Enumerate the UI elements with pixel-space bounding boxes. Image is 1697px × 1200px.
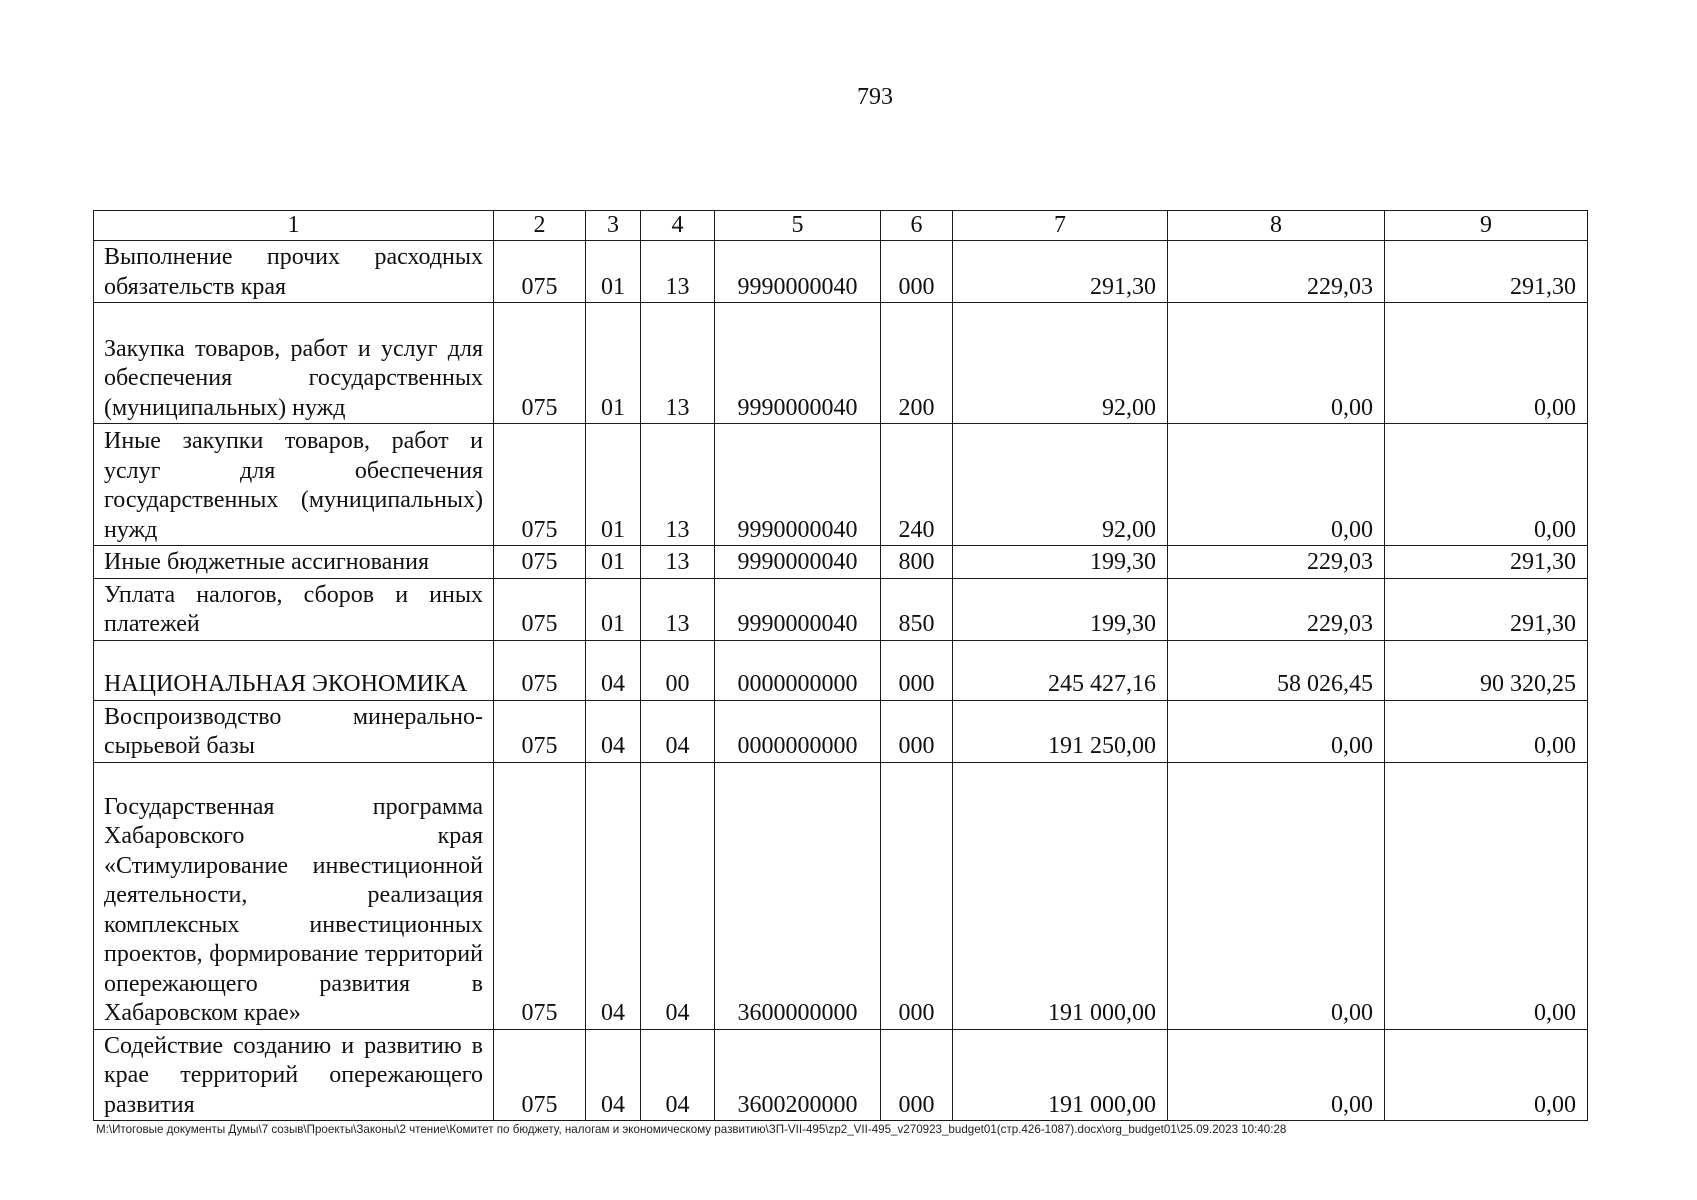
header-cell: 7 xyxy=(953,211,1168,241)
table-row xyxy=(94,241,1588,303)
cell-subsection: 00 xyxy=(641,640,715,700)
row-name: Иные бюджетные ассигнования xyxy=(94,546,494,579)
page-number: 793 xyxy=(857,84,893,110)
cell-amount-col9: 291,30 xyxy=(1385,546,1588,579)
cell-amount-col8: 0,00 xyxy=(1168,1029,1385,1121)
row-name: Уплата налогов, сборов и иных платежей xyxy=(94,578,494,640)
cell-expense-type: 000 xyxy=(881,1029,953,1121)
header-cell: 8 xyxy=(1168,211,1385,241)
cell-ministry-code: 075 xyxy=(494,700,586,762)
cell-section: 01 xyxy=(586,424,641,546)
cell-amount-col7: 92,00 xyxy=(953,303,1168,424)
table-row xyxy=(94,1029,1588,1121)
header-cell: 4 xyxy=(641,211,715,241)
cell-ministry-code: 075 xyxy=(494,578,586,640)
cell-amount-col8: 0,00 xyxy=(1168,303,1385,424)
cell-target-article: 3600200000 xyxy=(715,1029,881,1121)
table-row xyxy=(94,578,1588,640)
row-name: Содействие созданию и развитию в крае территорий опережающего развития xyxy=(94,1029,494,1121)
cell-subsection: 04 xyxy=(641,700,715,762)
table-row xyxy=(94,762,1588,1029)
cell-subsection: 13 xyxy=(641,578,715,640)
cell-amount-col7: 199,30 xyxy=(953,546,1168,579)
cell-amount-col8: 229,03 xyxy=(1168,546,1385,579)
cell-subsection: 13 xyxy=(641,303,715,424)
cell-section: 01 xyxy=(586,546,641,579)
cell-amount-col7: 191 000,00 xyxy=(953,1029,1168,1121)
cell-expense-type: 000 xyxy=(881,762,953,1029)
cell-amount-col8: 58 026,45 xyxy=(1168,640,1385,700)
table-row xyxy=(94,424,1588,546)
cell-amount-col9: 0,00 xyxy=(1385,700,1588,762)
cell-ministry-code: 075 xyxy=(494,640,586,700)
table-row xyxy=(94,546,1588,579)
header-cell: 6 xyxy=(881,211,953,241)
cell-amount-col7: 199,30 xyxy=(953,578,1168,640)
header-cell: 9 xyxy=(1385,211,1588,241)
cell-ministry-code: 075 xyxy=(494,424,586,546)
cell-section: 01 xyxy=(586,241,641,303)
row-name: Иные закупки товаров, работ и услуг для обеспечения государственных (муниципальных) нужд xyxy=(94,424,494,546)
cell-ministry-code: 075 xyxy=(494,1029,586,1121)
header-cell: 5 xyxy=(715,211,881,241)
cell-subsection: 04 xyxy=(641,1029,715,1121)
cell-amount-col7: 191 250,00 xyxy=(953,700,1168,762)
cell-target-article: 3600000000 xyxy=(715,762,881,1029)
cell-expense-type: 850 xyxy=(881,578,953,640)
table-row xyxy=(94,700,1588,762)
cell-subsection: 04 xyxy=(641,762,715,1029)
cell-expense-type: 200 xyxy=(881,303,953,424)
cell-amount-col9: 291,30 xyxy=(1385,578,1588,640)
row-name: Выполнение прочих расходных обязательств края xyxy=(94,241,494,303)
cell-subsection: 13 xyxy=(641,546,715,579)
cell-section: 04 xyxy=(586,762,641,1029)
table-row xyxy=(94,303,1588,424)
cell-section: 01 xyxy=(586,578,641,640)
cell-expense-type: 000 xyxy=(881,241,953,303)
header-cell: 2 xyxy=(494,211,586,241)
cell-amount-col9: 0,00 xyxy=(1385,424,1588,546)
cell-amount-col7: 291,30 xyxy=(953,241,1168,303)
cell-amount-col7: 92,00 xyxy=(953,424,1168,546)
cell-section: 04 xyxy=(586,700,641,762)
cell-amount-col9: 0,00 xyxy=(1385,1029,1588,1121)
cell-amount-col8: 0,00 xyxy=(1168,424,1385,546)
cell-target-article: 9990000040 xyxy=(715,546,881,579)
cell-amount-col9: 90 320,25 xyxy=(1385,640,1588,700)
cell-amount-col9: 0,00 xyxy=(1385,762,1588,1029)
row-name: НАЦИОНАЛЬНАЯ ЭКОНОМИКА xyxy=(94,640,494,700)
cell-amount-col9: 0,00 xyxy=(1385,303,1588,424)
cell-amount-col8: 229,03 xyxy=(1168,578,1385,640)
budget-table xyxy=(93,210,1588,1121)
header-cell: 1 xyxy=(94,211,494,241)
cell-expense-type: 800 xyxy=(881,546,953,579)
cell-amount-col7: 191 000,00 xyxy=(953,762,1168,1029)
cell-subsection: 13 xyxy=(641,241,715,303)
row-name: Государственная программа Хабаровского края «Стимулирование инвестиционной деятельности, реализация комплексных инвестиционных проектов, формирование территорий опережающего развития в Хабаровском крае» xyxy=(94,762,494,1029)
cell-amount-col7: 245 427,16 xyxy=(953,640,1168,700)
cell-target-article: 9990000040 xyxy=(715,424,881,546)
cell-ministry-code: 075 xyxy=(494,762,586,1029)
cell-target-article: 0000000000 xyxy=(715,700,881,762)
cell-ministry-code: 075 xyxy=(494,546,586,579)
table-header-row xyxy=(94,211,1588,241)
cell-section: 01 xyxy=(586,303,641,424)
cell-section: 04 xyxy=(586,1029,641,1121)
cell-ministry-code: 075 xyxy=(494,241,586,303)
table-row xyxy=(94,640,1588,700)
header-cell: 3 xyxy=(586,211,641,241)
cell-section: 04 xyxy=(586,640,641,700)
cell-ministry-code: 075 xyxy=(494,303,586,424)
cell-expense-type: 000 xyxy=(881,640,953,700)
cell-amount-col8: 0,00 xyxy=(1168,700,1385,762)
cell-target-article: 9990000040 xyxy=(715,303,881,424)
cell-amount-col9: 291,30 xyxy=(1385,241,1588,303)
cell-expense-type: 000 xyxy=(881,700,953,762)
row-name: Закупка товаров, работ и услуг для обеспечения государственных (муниципальных) нужд xyxy=(94,303,494,424)
document-file-path: M:\Итоговые документы Думы\7 созыв\Проекты\Законы\2 чтение\Комитет по бюджету, налогам и экономическому развитию\ЗП-VII-495\zp2_VII-495_v270923_budget01(стр.426-1087).docx\org_budget01\25.09.2023 10:40:28 xyxy=(96,1123,1287,1136)
row-name: Воспроизводство минерально-сырьевой базы xyxy=(94,700,494,762)
cell-amount-col8: 0,00 xyxy=(1168,762,1385,1029)
cell-target-article: 9990000040 xyxy=(715,241,881,303)
cell-subsection: 13 xyxy=(641,424,715,546)
cell-target-article: 0000000000 xyxy=(715,640,881,700)
cell-target-article: 9990000040 xyxy=(715,578,881,640)
cell-amount-col8: 229,03 xyxy=(1168,241,1385,303)
cell-expense-type: 240 xyxy=(881,424,953,546)
